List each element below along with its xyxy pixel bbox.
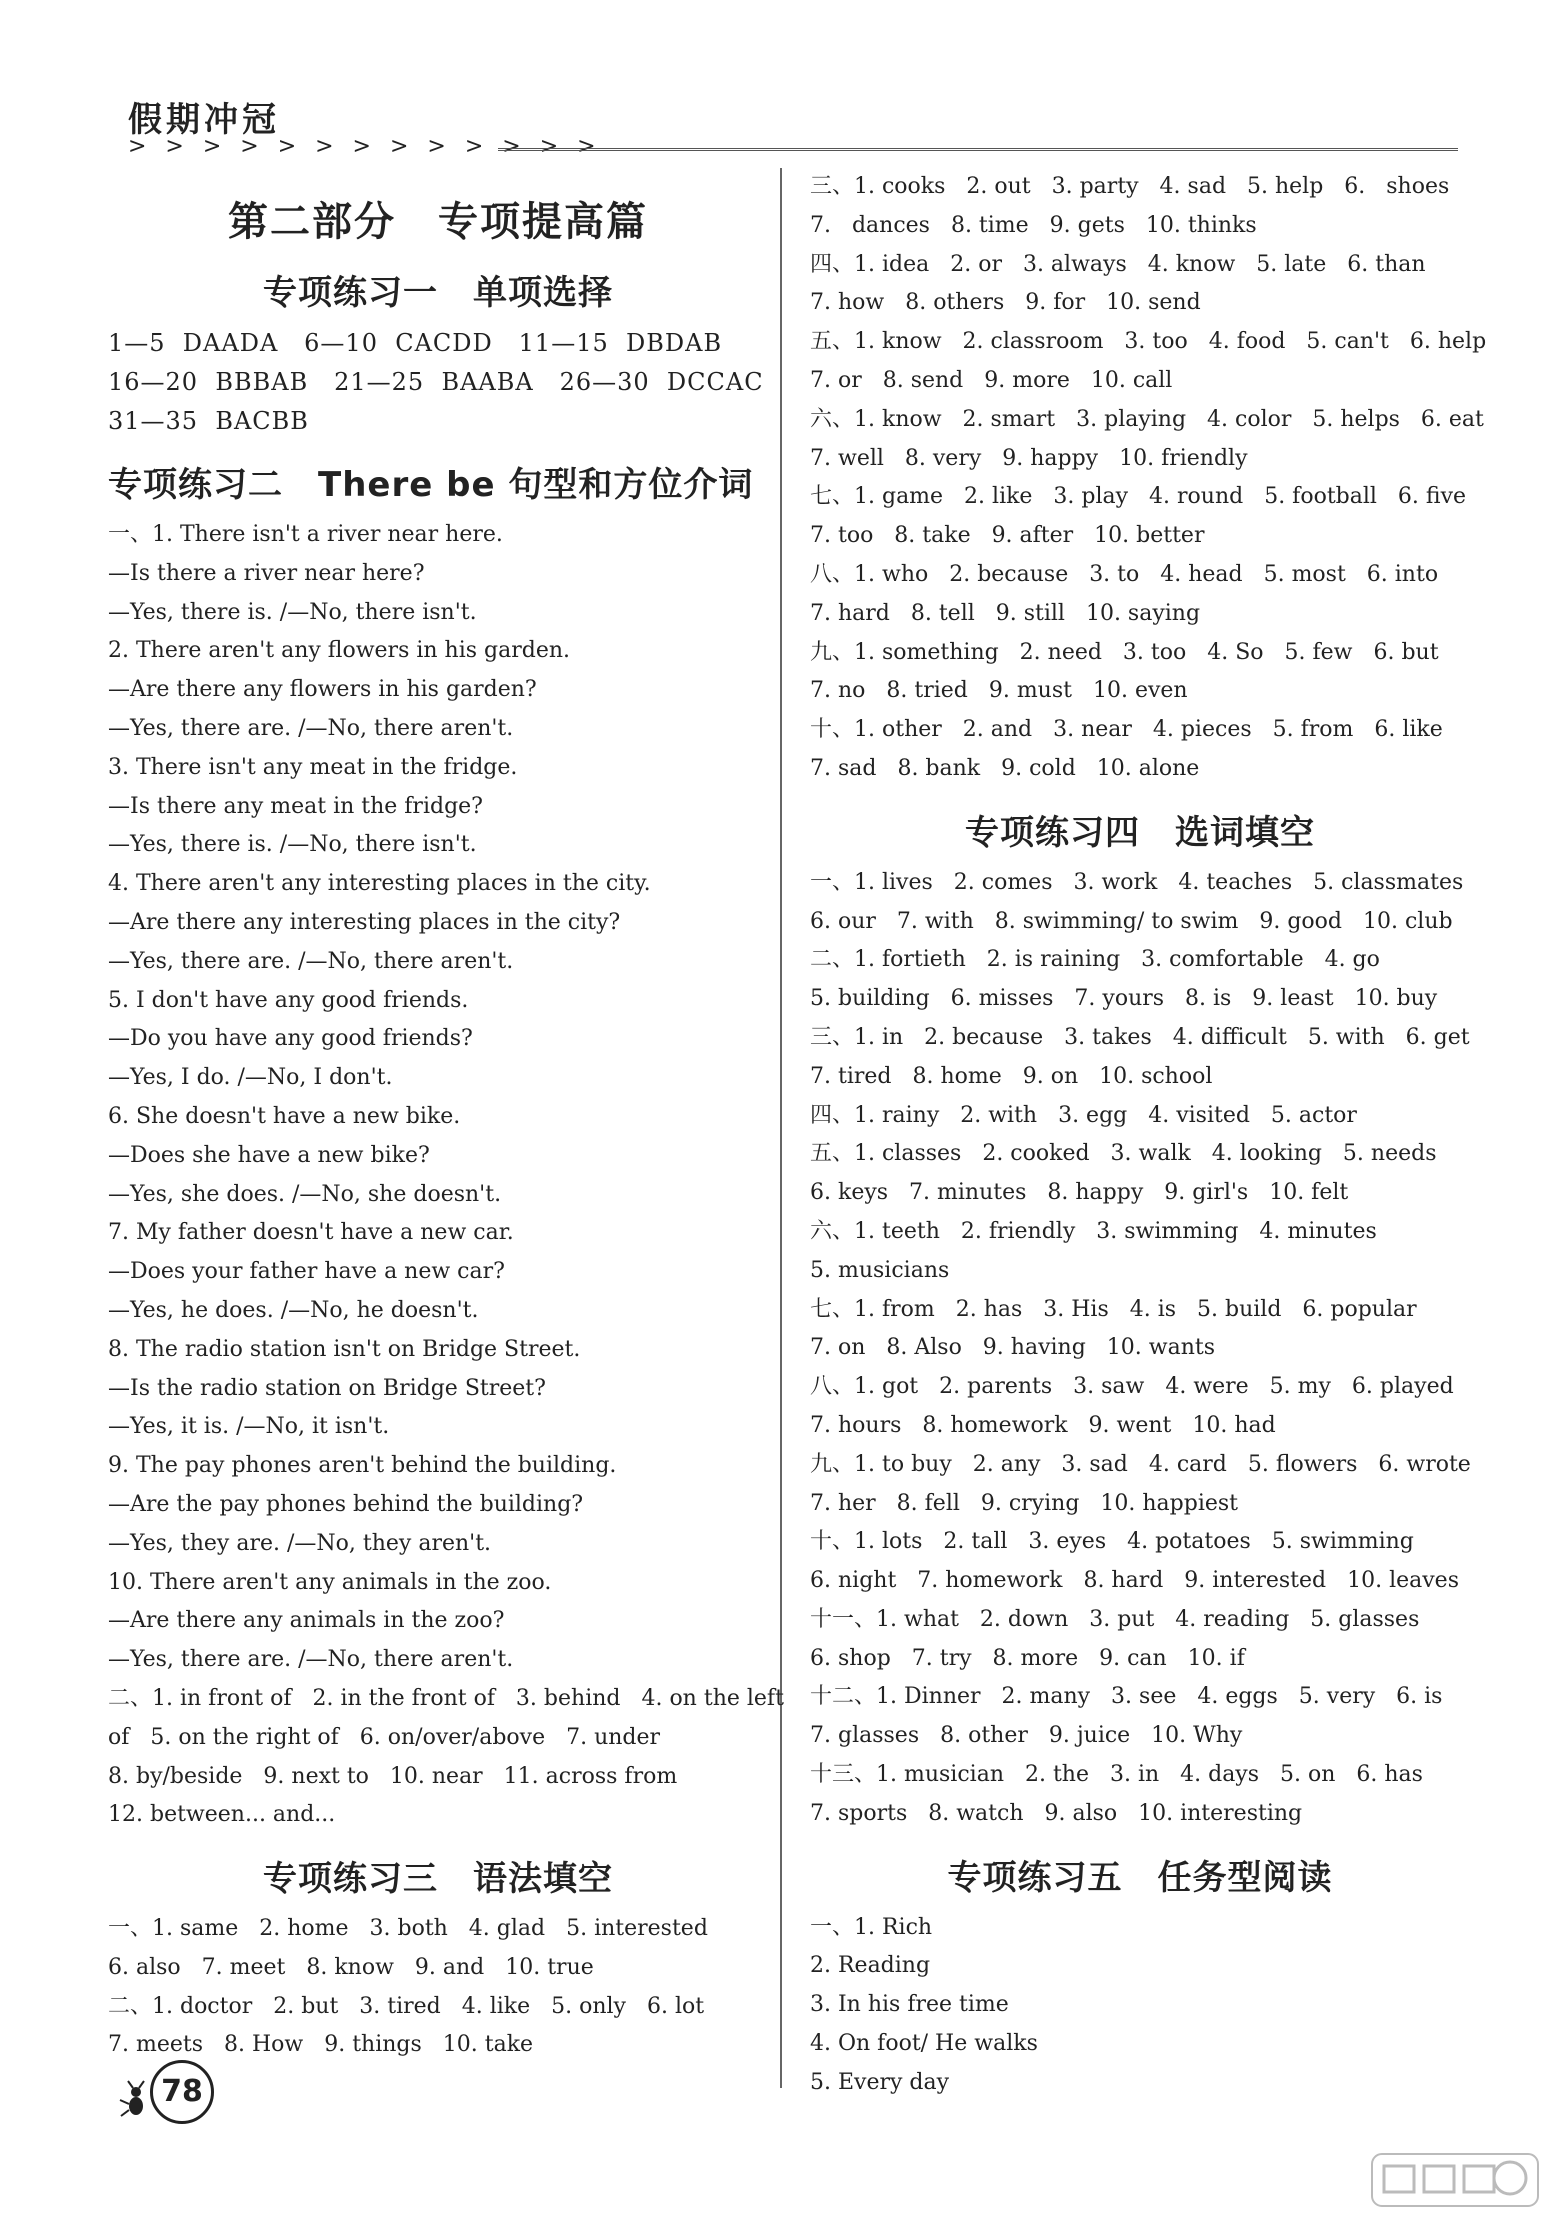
answer-line: 7. sad 8. bank 9. cold 10. alone bbox=[810, 755, 1200, 781]
arrow-decoration: > > > > > > > > > > > > > bbox=[128, 134, 602, 159]
answer-line: —Yes, I do. /—No, I don't. bbox=[108, 1065, 393, 1091]
answer-line: —Is there any meat in the fridge? bbox=[108, 793, 483, 819]
answer-line: —Yes, there are. /—No, there aren't. bbox=[108, 1647, 514, 1673]
answer-line: 7. sports 8. watch 9. also 10. interesting bbox=[810, 1800, 1303, 1826]
section-2-answers bbox=[108, 516, 784, 1835]
answer-line: 2. Reading bbox=[810, 1953, 931, 1979]
watermark-logo bbox=[1370, 2150, 1540, 2210]
answer-line: 七、1. from 2. has 3. His 4. is 5. build 6. popular bbox=[810, 1296, 1417, 1322]
answer-line: —Does she have a new bike? bbox=[108, 1142, 430, 1168]
section-1-answers bbox=[108, 324, 768, 441]
answer-line: —Yes, she does. /—No, she doesn't. bbox=[108, 1181, 502, 1207]
answer-line: 6. shop 7. try 8. more 9. can 10. if bbox=[810, 1645, 1245, 1671]
answer-line: 6. She doesn't have a new bike. bbox=[108, 1103, 461, 1129]
answer-line: 3. In his free time bbox=[810, 1992, 1009, 2018]
answer-line: 7. glasses 8. other 9. juice 10. Why bbox=[810, 1723, 1243, 1749]
answer-line: 7. on 8. Also 9. having 10. wants bbox=[810, 1335, 1215, 1361]
answer-line: 一、1. lives 2. comes 3. work 4. teaches 5. classmates bbox=[810, 869, 1464, 895]
answer-line: 6. our 7. with 8. swimming/ to swim 9. good 10. club bbox=[810, 908, 1453, 934]
answer-line: 九、1. something 2. need 3. too 4. So 5. few 6. but bbox=[810, 639, 1439, 665]
answer-line: 二、1. doctor 2. but 3. tired 4. like 5. only 6. lot bbox=[108, 1993, 705, 2019]
answer-line: 10. There aren't any animals in the zoo. bbox=[108, 1569, 552, 1595]
answer-line: 4. There aren't any interesting places in the city. bbox=[108, 871, 651, 897]
section-3-answers bbox=[108, 1910, 768, 2065]
answer-line: 3. There isn't any meat in the fridge. bbox=[108, 754, 518, 780]
answer-line: 7. tired 8. home 9. on 10. school bbox=[810, 1063, 1213, 1089]
section-title-2: 专项练习二 There be 句型和方位介词 bbox=[108, 465, 754, 505]
answer-line: 三、1. in 2. because 3. takes 4. difficult 5. with 6. get bbox=[810, 1024, 1470, 1050]
answer-line: 十、1. other 2. and 3. near 4. pieces 5. from 6. like bbox=[810, 717, 1443, 743]
answer-line: 9. The pay phones aren't behind the building. bbox=[108, 1453, 617, 1479]
section-title-1: 专项练习一 单项选择 bbox=[263, 273, 613, 313]
answer-line: —Is there a river near here? bbox=[108, 560, 425, 586]
answer-line: 2. There aren't any flowers in his garden. bbox=[108, 638, 571, 664]
answer-line: 六、1. teeth 2. friendly 3. swimming 4. minutes bbox=[810, 1218, 1377, 1244]
answer-line: 四、1. rainy 2. with 3. egg 4. visited 5. actor bbox=[810, 1102, 1357, 1128]
answer-line: 7. no 8. tried 9. must 10. even bbox=[810, 678, 1188, 704]
answer-line: —Yes, there are. /—No, there aren't. bbox=[108, 715, 514, 741]
part-title: 第二部分 专项提高篇 bbox=[228, 199, 648, 245]
section-title-5: 专项练习五 任务型阅读 bbox=[947, 1857, 1333, 1898]
page-header bbox=[128, 92, 1458, 162]
answer-line: 5. Every day bbox=[810, 2069, 950, 2095]
answer-line: 一、1. Rich bbox=[810, 1914, 933, 1940]
answer-line: 16—20 BBBAB 21—25 BAABA 26—30 DCCAC bbox=[108, 368, 764, 396]
answer-line: 6. also 7. meet 8. know 9. and 10. true bbox=[108, 1954, 594, 1980]
answer-line: 6. night 7. homework 8. hard 9. interested 10. leaves bbox=[810, 1568, 1459, 1594]
answer-line: —Do you have any good friends? bbox=[108, 1026, 473, 1052]
answer-line: 7. her 8. fell 9. crying 10. happiest bbox=[810, 1490, 1239, 1516]
answer-line: 7. hours 8. homework 9. went 10. had bbox=[810, 1412, 1276, 1438]
section-4-answers bbox=[810, 864, 1470, 1834]
left-column bbox=[108, 168, 784, 2065]
answer-line: 8. The radio station isn't on Bridge Street. bbox=[108, 1336, 581, 1362]
answer-line: 4. On foot/ He walks bbox=[810, 2031, 1038, 2057]
answer-line: —Are there any flowers in his garden? bbox=[108, 677, 537, 703]
answer-line: 十二、1. Dinner 2. many 3. see 4. eggs 5. very 6. is bbox=[810, 1684, 1443, 1710]
answer-line: 5. building 6. misses 7. yours 8. is 9. least 10. buy bbox=[810, 986, 1438, 1012]
answer-line: 7. too 8. take 9. after 10. better bbox=[810, 523, 1205, 549]
answer-line: 八、1. got 2. parents 3. saw 4. were 5. my 6. played bbox=[810, 1374, 1454, 1400]
header-rule bbox=[498, 148, 1458, 151]
answer-line: 7. My father doesn't have a new car. bbox=[108, 1220, 514, 1246]
answer-line: 三、1. cooks 2. out 3. party 4. sad 5. help 6. shoes bbox=[810, 174, 1450, 199]
answer-line: 5. I don't have any good friends. bbox=[108, 987, 469, 1013]
right-column bbox=[810, 168, 1487, 2103]
answer-line: 六、1. know 2. smart 3. playing 4. color 5. helps 6. eat bbox=[810, 406, 1484, 432]
section-title-3: 专项练习三 语法填空 bbox=[263, 1859, 613, 1900]
answer-line: 一、1. There isn't a river near here. bbox=[108, 522, 503, 547]
answer-line: 十三、1. musician 2. the 3. in 4. days 5. on 6. has bbox=[810, 1762, 1423, 1788]
section-3-continued bbox=[810, 168, 1487, 789]
answer-line: 7. or 8. send 9. more 10. call bbox=[810, 367, 1173, 393]
answer-line: —Yes, he does. /—No, he doesn't. bbox=[108, 1297, 479, 1323]
answer-line: 5. musicians bbox=[810, 1257, 950, 1283]
answer-line: 7. how 8. others 9. for 10. send bbox=[810, 290, 1201, 316]
answer-line: 七、1. game 2. like 3. play 4. round 5. football 6. five bbox=[810, 484, 1467, 510]
ant-mascot-icon bbox=[118, 2080, 154, 2120]
answer-line: 7. meets 8. How 9. things 10. take bbox=[108, 2032, 534, 2058]
answer-line: —Are there any animals in the zoo? bbox=[108, 1608, 505, 1634]
answer-line: 二、1. fortieth 2. is raining 3. comfortable 4. go bbox=[810, 947, 1380, 973]
answer-line: 7. well 8. very 9. happy 10. friendly bbox=[810, 445, 1248, 471]
answer-line: of 5. on the right of 6. on/over/above 7. under bbox=[108, 1724, 661, 1750]
answer-line: 二、1. in front of 2. in the front of 3. behind 4. on the left bbox=[108, 1685, 784, 1711]
page-number: 78 bbox=[150, 2060, 214, 2124]
brand-title: 假期冲冠 bbox=[128, 100, 280, 140]
answer-line: 九、1. to buy 2. any 3. sad 4. card 5. flowers 6. wrote bbox=[810, 1451, 1471, 1477]
answer-line: 1—5 DAADA 6—10 CACDD 11—15 DBDAB bbox=[108, 329, 723, 357]
answer-line: —Are there any interesting places in the city? bbox=[108, 909, 621, 935]
answer-line: 8. by/beside 9. next to 10. near 11. across from bbox=[108, 1763, 678, 1789]
answer-line: —Are the pay phones behind the building? bbox=[108, 1491, 584, 1517]
answer-line: —Does your father have a new car? bbox=[108, 1259, 505, 1285]
answer-line: 十、1. lots 2. tall 3. eyes 4. potatoes 5. swimming bbox=[810, 1529, 1414, 1555]
section-title-4: 专项练习四 选词填空 bbox=[965, 812, 1315, 853]
answer-line: —Yes, there is. /—No, there isn't. bbox=[108, 599, 477, 625]
answer-line: 7. hard 8. tell 9. still 10. saying bbox=[810, 600, 1201, 626]
answer-line: 四、1. idea 2. or 3. always 4. know 5. late 6. than bbox=[810, 251, 1426, 277]
answer-line: 五、1. know 2. classroom 3. too 4. food 5. can't 6. help bbox=[810, 329, 1487, 355]
answer-line: —Yes, they are. /—No, they aren't. bbox=[108, 1530, 492, 1556]
answer-line: 7. dances 8. time 9. gets 10. thinks bbox=[810, 212, 1257, 238]
answer-line: 6. keys 7. minutes 8. happy 9. girl's 10. felt bbox=[810, 1180, 1349, 1206]
answer-line: 五、1. classes 2. cooked 3. walk 4. looking 5. needs bbox=[810, 1141, 1437, 1167]
answer-line: 12. between... and... bbox=[108, 1802, 336, 1828]
answer-line: 一、1. same 2. home 3. both 4. glad 5. interested bbox=[108, 1916, 708, 1942]
answer-line: —Is the radio station on Bridge Street? bbox=[108, 1375, 546, 1401]
section-5-answers bbox=[810, 1909, 1470, 2103]
answer-line: 十一、1. what 2. down 3. put 4. reading 5. glasses bbox=[810, 1606, 1420, 1632]
answer-line: —Yes, there are. /—No, there aren't. bbox=[108, 948, 514, 974]
column-divider bbox=[780, 168, 782, 2088]
answer-line: —Yes, there is. /—No, there isn't. bbox=[108, 832, 477, 858]
answer-line: 31—35 BACBB bbox=[108, 407, 309, 435]
answer-line: —Yes, it is. /—No, it isn't. bbox=[108, 1414, 390, 1440]
answer-line: 八、1. who 2. because 3. to 4. head 5. most 6. into bbox=[810, 561, 1439, 587]
